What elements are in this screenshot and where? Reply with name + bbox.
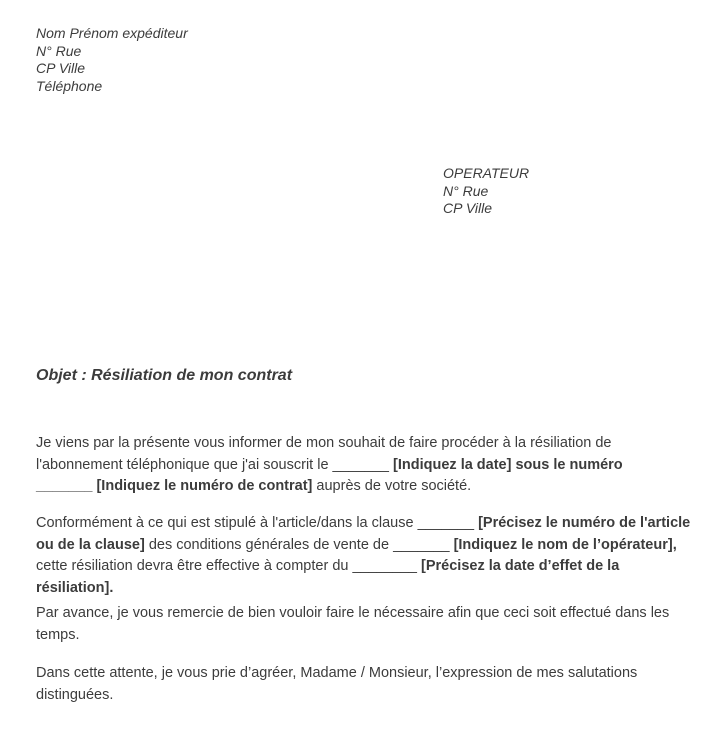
recipient-line: N° Rue (443, 182, 489, 199)
placeholder-text-run: ou de la clause] (36, 536, 145, 553)
placeholder-text-run: [Indiquez la date] sous le numéro (393, 456, 623, 473)
placeholder-text-run: _______ [Indiquez le numéro de contrat] (36, 478, 313, 494)
sender-address-block (36, 25, 188, 95)
placeholder-text-run: résiliation]. (36, 579, 114, 596)
text-run: auprès de votre société. (312, 478, 472, 494)
placeholder-text-run: [Précisez la date d’effet de la (421, 558, 620, 574)
text-run: Je viens par la présente vous informer de mon souhait de faire procéder à la résiliation de (36, 435, 612, 451)
text-run: Conformément à ce qui est stipulé à l'article/dans la clause _______ (36, 515, 479, 531)
text-run: Par avance, je vous remercie de bien vouloir faire le nécessaire afin que ceci soit effectué dans les (36, 605, 670, 621)
text-run: l'abonnement téléphonique que j'ai souscrit le _______ (36, 456, 394, 473)
sender-line: Téléphone (36, 77, 103, 94)
text-run: cette résiliation devra être effective à compter du ________ (36, 558, 422, 574)
paragraph-resiliation-request (36, 433, 711, 498)
recipient-address-block (443, 165, 529, 218)
text-run: Dans cette attente, je vous prie d’agréer, Madame / Monsieur, l’expression de mes salutations (36, 665, 638, 681)
placeholder-text-run: [Indiquez le nom de l’opérateur], (453, 536, 677, 553)
paragraph-closing (36, 663, 711, 706)
sender-line: Nom Prénom expéditeur (36, 25, 188, 41)
text-run: temps. (36, 626, 80, 643)
text-run: distinguées. (36, 686, 114, 703)
recipient-line: OPERATEUR (443, 165, 530, 181)
paragraph-conditions (36, 513, 711, 599)
subject-line: Objet : Résiliation de mon contrat (36, 367, 293, 384)
sender-line: N° Rue (36, 42, 82, 59)
sender-line: CP Ville (36, 60, 86, 76)
placeholder-text-run: [Précisez le numéro de l'article (478, 515, 691, 531)
paragraph-thanks (36, 603, 711, 646)
text-run: des conditions générales de vente de _______ (144, 536, 454, 553)
recipient-line: CP Ville (443, 200, 493, 216)
